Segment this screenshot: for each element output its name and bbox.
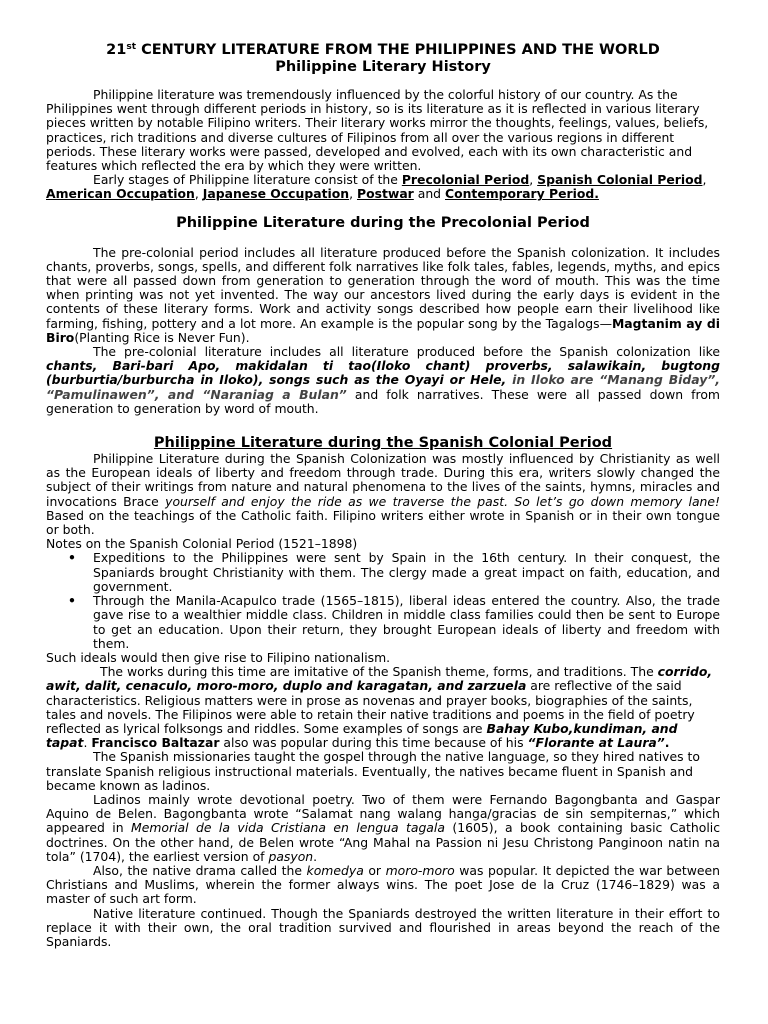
work-florante: “Florante at Laura” [527, 735, 665, 751]
spanish-p2-lead: The works during this time are imitative of the Spanish theme, forms, and traditions. The [100, 664, 658, 680]
spanish-paragraph-1 [46, 452, 720, 537]
list-item [68, 593, 720, 651]
title-number: 21 [106, 42, 127, 58]
spanish-paragraph-2 [46, 665, 720, 750]
spanish-paragraph-4 [46, 793, 720, 864]
spanish-p5-a: Also, the native drama called the [93, 862, 307, 878]
song-magtanim: Magtanim ay di Biro [46, 315, 720, 345]
bullet: • [68, 550, 76, 566]
spanish-p2-also: also was popular during this time because of his [219, 735, 528, 751]
precolonial-p1-text: The pre-colonial period includes all literature produced before the Spanish colonization. It includes chants, proverbs, songs, spells, and different folk narratives like folk tales, fables, legends, myths, and epics that were all passed down from generation to generation through the word of mouth. This was the time when printing was not yet invented. The way our ancestors lived during the early days is evident in the contents of these literary forms. Work and activity songs described how people earn their livelihood like farming, fishing, pottery and a lot more. An example is the popular song by the Tagalogs— [46, 244, 720, 331]
document-title [46, 42, 720, 59]
period-spanish-colonial: Spanish Colonial Period [537, 172, 703, 188]
precolonial-heading: Philippine Literature during the Precolonial Period [176, 214, 590, 231]
document-page [46, 42, 720, 949]
memorial-title: Memorial de la vida Cristiana en lengua tagala [131, 820, 445, 836]
precolonial-p2-lead: The pre-colonial literature includes all literature produced before the Spanish colonization like [93, 344, 720, 360]
separator: or [363, 862, 386, 878]
spanish-p1-end: Based on the teachings of the Catholic faith. Filipino writers either wrote in Spanish or in their own tongue or both. [46, 507, 720, 538]
list-item [68, 550, 720, 594]
period-mark: . [313, 848, 318, 864]
period-precolonial: Precolonial Period [401, 172, 530, 188]
precolonial-paragraph-2 [46, 345, 720, 416]
separator: , [529, 172, 538, 188]
period-japanese-occupation: Japanese Occupation [202, 186, 350, 202]
spanish-forms: corrido, awit, dalit, cenaculo, moro-moro, duplo and karagatan, and zarzuela [46, 664, 713, 694]
precolonial-p2-end: and folk narratives. These were all passed down from generation to generation by word of mouth. [46, 386, 720, 416]
intro-periods-lead: Early stages of Philippine literature consist of the [93, 172, 402, 188]
list-item-text: Expeditions to the Philippines were sent by Spain in the 16th century. In their conquest, the Spaniards brought Christianity with them. The clergy made a great impact on faith, education, and government. [93, 550, 720, 594]
spanish-paragraph-6: Native literature continued. Though the Spaniards destroyed the written literature in their effort to replace it with their own, the oral tradition survived and flourished in areas beyond the reach of the Spaniards. [46, 905, 720, 949]
spanish-p2-mid: are reflective of the said characteristics. Religious matters were in prose as novenas and prayer books, biographies of the saints, tales and novels. The Filipinos were able to retain their native traditions and poems in the field of poetry reflected as lyrical folksongs and riddles. Some examples of songs are [46, 678, 695, 736]
precolonial-forms: chants, Bari-bari Apo, makidalan ti tao(Iloko chant) proverbs, salawikain, bugtong (burburtia/burburcha in Iloko), songs such as the Oyayi or Hele, [46, 358, 720, 388]
period-contemporary: Contemporary Period. [445, 186, 599, 202]
spanish-songs: Bahay Kubo,kundiman, and tapat [46, 720, 678, 751]
intro-paragraph: Philippine literature was tremendously influenced by the colorful history of our country. As the Philippines went through different periods in history, so is its literature as it is reflected in various literary pieces written by notable Filipino writers. Their literary works mirror the thoughts, feelings, values, beliefs, practices, rich traditions and diverse cultures of Filipinos from all over the various regions in different periods. These literary works were passed, developed and evolved, each with its own characteristic and features which reflected the era by which they were written. [46, 87, 709, 174]
document-subtitle: Philippine Literary History [275, 59, 491, 75]
separator: , [349, 186, 357, 202]
spanish-p4-a: Ladinos mainly wrote devotional poetry. Two of them were Fernando Bagongbanta and Gaspar Aquino de Belen. Bagongbanta wrote “Salamat nang walang hanga/gracias de sin sempiternas,” which appeared in [46, 791, 720, 836]
period-american-occupation: American Occupation [46, 186, 195, 202]
bullet: • [68, 593, 76, 609]
separator-and: and [413, 186, 445, 202]
spanish-p5-c: was popular. It depicted the war between Christians and Muslims, wherein the former always wins. The poet Jose de la Cruz (1746–1829) was a master of such art form. [46, 862, 721, 907]
title-superscript: st [126, 42, 137, 52]
spanish-notes-list [46, 551, 720, 650]
pasyon-term: pasyon [268, 848, 314, 864]
author-baltazar: Francisco Baltazar [91, 735, 220, 751]
spanish-paragraph-5 [46, 864, 720, 907]
period-postwar: Postwar [356, 186, 414, 202]
spanish-nationalism-line: Such ideals would then give rise to Filipino nationalism. [46, 649, 391, 665]
spanish-p1-text: Philippine Literature during the Spanish Colonization was mostly influenced by Christianity as well as the European ideals of liberty and freedom through trade. During this era, writers slowly changed the subject of their writings from nature and natural phenomena to the lives of the saints, hymns, miracles and invocations Brace [46, 451, 720, 509]
list-item-text: Through the Manila-Acapulco trade (1565–1815), liberal ideas entered the country. Also, the trade gave rise to a wealthier middle class. Children in middle class families could then be sent to Europe to get an education. Upon their return, they brought European ideals of liberty and freedom with them. [93, 593, 720, 651]
period-mark: . [664, 735, 670, 751]
spanish-heading: Philippine Literature during the Spanish Colonial Period [153, 435, 613, 452]
separator: , [194, 186, 203, 202]
precolonial-p1-end: (Planting Rice is Never Fun). [74, 329, 250, 345]
separator: . [83, 735, 92, 751]
spanish-paragraph-3: The Spanish missionaries taught the gospel through the native language, so they hired natives to translate Spanish religious instructional materials. Eventually, the natives became fluent in Spanish and became known as ladinos. [46, 749, 700, 793]
moro-moro-term: moro-moro [385, 862, 455, 878]
iloko-songs: in Iloko are “Manang Biday”, “Pamulinawen”, and “Naraniag a Bulan” [46, 372, 721, 402]
precolonial-paragraph-1 [46, 246, 720, 345]
title-text: CENTURY LITERATURE FROM THE PHILIPPINES AND THE WORLD [136, 42, 660, 58]
spanish-notes-heading: Notes on the Spanish Colonial Period (1521–1898) [46, 536, 358, 552]
separator: , [702, 172, 707, 188]
intro-periods-paragraph [46, 173, 720, 201]
spanish-p4-b: (1605), a book containing basic Catholic doctrines. On the other hand, de Belen wrote “Ang Mahal na Passion ni Jesu Christong Panginoon natin na tola” (1704), the earliest version of [46, 820, 721, 864]
komedya-term: komedya [306, 862, 364, 878]
spanish-p1-italic: yourself and enjoy the ride as we traverse the past. So let’s go down memory lane! [165, 493, 720, 509]
